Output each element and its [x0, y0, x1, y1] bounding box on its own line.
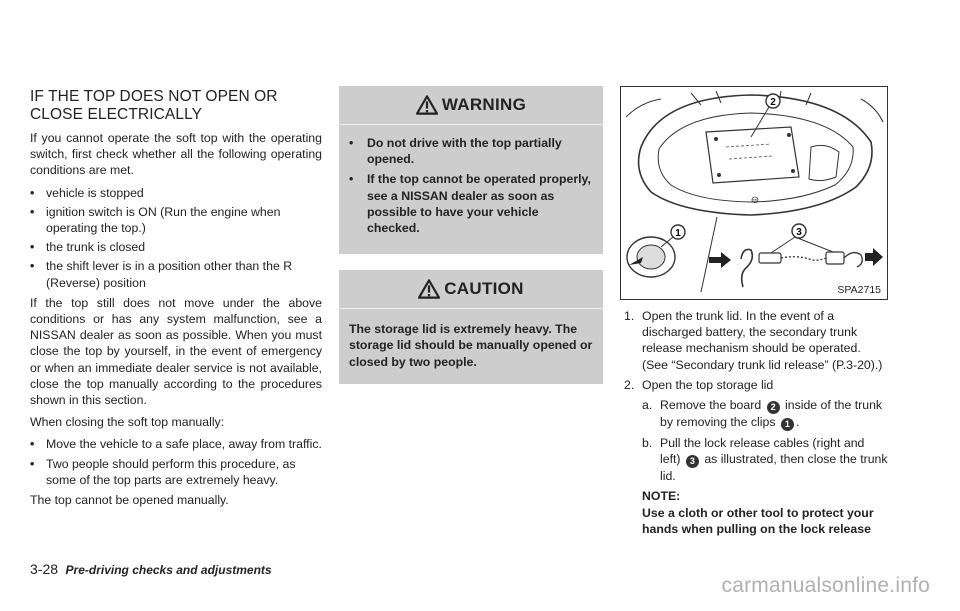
list-item: • the trunk is closed: [30, 240, 146, 255]
list-item: • ignition switch is ON (Run the engine when operating the top.): [30, 204, 281, 236]
watermark-text: carmanualsonline.info: [721, 574, 930, 597]
trunk-drawing: [621, 87, 887, 299]
list-item: • Do not drive with the top partially opened.: [349, 136, 562, 167]
caution-header: [339, 270, 603, 309]
callout-2-label: 2: [770, 97, 776, 108]
middle-column: [339, 86, 603, 400]
warning-body: [339, 125, 603, 244]
intro-paragraph: If you cannot operate the soft top with the operating switch, first check whether all the following operating conditions are met.: [30, 131, 322, 178]
note-heading: NOTE:: [642, 489, 681, 504]
closing-intro: When closing the soft top manually:: [30, 415, 225, 430]
closing-list: [30, 436, 322, 488]
caution-title: CAUTION: [444, 279, 524, 299]
caution-body: [339, 309, 603, 374]
step-2b: b. Pull the lock release cables (right and left) 3 as illustrated, then close the trunk lid.: [642, 436, 888, 484]
malfunction-paragraph: If the top still does not move under the above conditions or has any system malfunction, see a NISSAN dealer as soon as possible. When you must close the top by yourself, in the event of emergency or when an immediate dealer service is not available, close the top manually according to the procedures shown in this section.: [30, 295, 322, 408]
list-item: • If the top cannot be operated properly, see a NISSAN dealer as soon as possible to have your vehicle checked.: [349, 172, 591, 236]
list-item: • vehicle is stopped: [30, 185, 144, 200]
final-note: The top cannot be opened manually.: [30, 493, 229, 508]
warning-header: [339, 86, 603, 125]
svg-text:⊖: ⊖: [750, 195, 760, 206]
page-footer: [30, 561, 272, 577]
callout-ref-3: 3: [686, 455, 699, 468]
warning-list: [349, 135, 593, 236]
left-column: [30, 88, 322, 514]
step-2a: a. Remove the board 2 inside of the trunk by removing the clips 1 .: [642, 398, 883, 430]
warning-title: WARNING: [441, 95, 527, 114]
caution-text: The storage lid is extremely heavy. The storage lid should be manually opened or closed by two people.: [349, 322, 593, 369]
callout-ref-1: 1: [781, 418, 794, 431]
callout-ref-2: 2: [767, 401, 780, 414]
caution-triangle-icon: [418, 279, 440, 299]
procedure-steps: [620, 308, 888, 537]
list-item: • Move the vehicle to a safe place, away from traffic.: [30, 437, 322, 452]
list-item: • Two people should perform this procedure, as some of the top parts are extremely heavy.: [30, 456, 296, 487]
note-text: Use a cloth or other tool to protect your hands when pulling on the lock release: [642, 505, 874, 536]
caution-box: [339, 270, 603, 384]
conditions-list: [30, 185, 322, 291]
right-column: [620, 86, 888, 537]
warning-box: [339, 86, 603, 254]
section-heading: IF THE TOP DOES NOT OPEN OR CLOSE ELECTRICALLY: [30, 88, 278, 123]
figure-code: SPA2715: [837, 284, 881, 296]
callout-1-label: 1: [675, 228, 681, 239]
step-2: 2. Open the top storage lid: [624, 377, 774, 392]
step-1: 1. Open the trunk lid. In the event of a discharged battery, the secondary trunk release mechanism should be operated. (See “Secondary trunk lid release” (P.3-20).): [624, 309, 883, 372]
warning-triangle-icon: [416, 95, 438, 115]
trunk-illustration: [620, 86, 888, 300]
list-item: • the shift lever is in a position other than the R (Reverse) position: [30, 259, 293, 290]
callout-3-label: 3: [796, 227, 802, 238]
page-number: 3-28: [30, 561, 59, 577]
section-title: Pre-driving checks and adjustments: [65, 563, 272, 577]
